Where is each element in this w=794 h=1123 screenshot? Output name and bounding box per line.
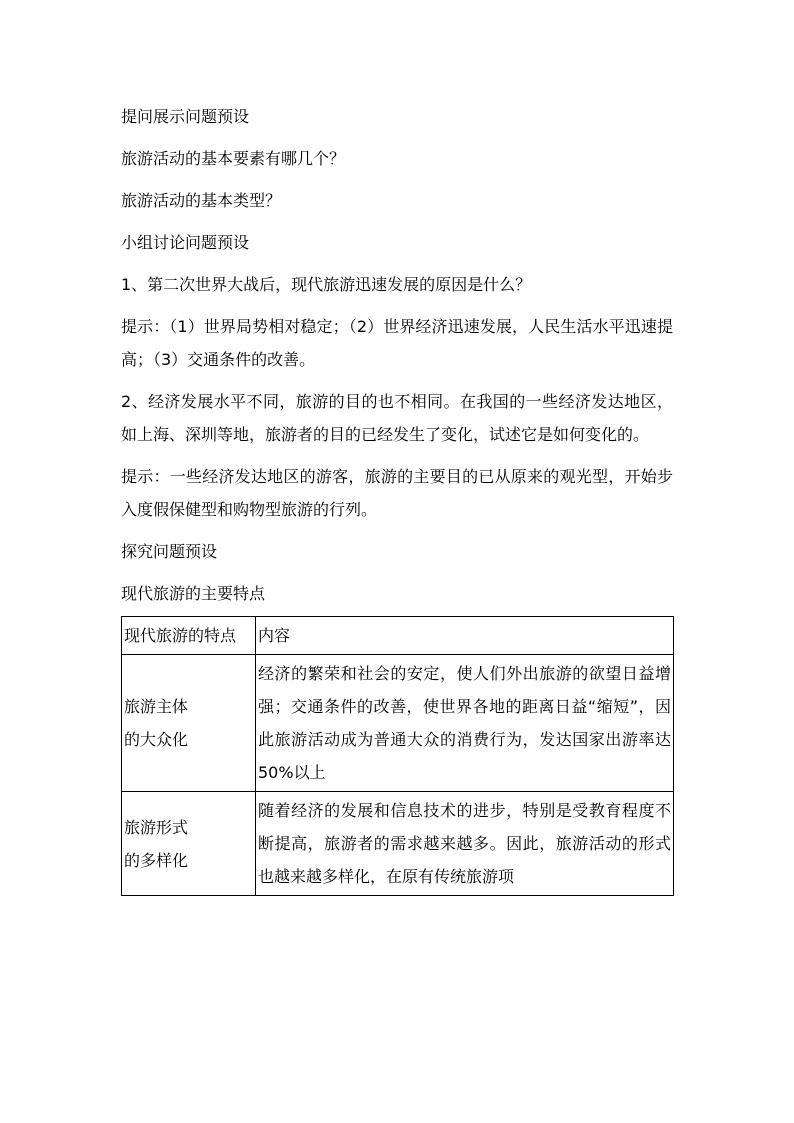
table-caption: 现代旅游的主要特点 (121, 584, 266, 603)
table-row (122, 655, 674, 792)
table-row (122, 792, 674, 896)
discussion-question-2: 2、经济发展水平不同，旅游的目的也不相同。在我国的一些经济发达地区，如上海、深圳等地，旅游者的目的已经发生了变化，试述它是如何变化的。 (121, 392, 673, 444)
feature-line: 的多样化 (124, 850, 189, 870)
question-basic-elements: 旅游活动的基本要素有哪几个？ (121, 149, 346, 168)
question-basic-types: 旅游活动的基本类型？ (121, 191, 282, 210)
heading-group-discussion: 小组讨论问题预设 (121, 233, 250, 252)
features-table (121, 616, 674, 896)
feature-cell (122, 655, 256, 792)
discussion-hint-1: 提示：（1）世界局势相对稳定；（2）世界经济迅速发展，人民生活水平迅速提高；（3）交通条件的改善。 (121, 317, 673, 369)
discussion-hint-2: 提示：一些经济发达地区的游客，旅游的主要目的已从原来的观光型，开始步入度假保健型和购物型旅游的行列。 (121, 467, 673, 519)
document-page (121, 100, 673, 896)
heading-inquiry: 探究问题预设 (121, 542, 218, 561)
discussion-question-1: 1、第二次世界大战后，现代旅游迅速发展的原因是什么？ (121, 275, 532, 294)
table-header-feature: 现代旅游的特点 (122, 617, 256, 655)
heading-question-presets: 提问展示问题预设 (121, 107, 250, 126)
feature-line: 的大众化 (124, 730, 189, 749)
feature-cell (122, 792, 256, 896)
feature-line: 旅游形式 (124, 817, 189, 837)
feature-line: 旅游主体 (124, 697, 189, 716)
content-cell: 经济的繁荣和社会的安定，使人们外出旅游的欲望日益增强；交通条件的改善，使世界各地的距离日益“缩短”，因此旅游活动成为普通大众的消费行为，发达国家出游率达50%以上 (256, 655, 674, 792)
table-header-row (122, 617, 674, 655)
table-header-content: 内容 (256, 617, 674, 655)
content-cell: 随着经济的发展和信息技术的进步，特别是受教育程度不断提高，旅游者的需求越来越多。因此，旅游活动的形式也越来越多样化，在原有传统旅游项 (256, 792, 674, 896)
